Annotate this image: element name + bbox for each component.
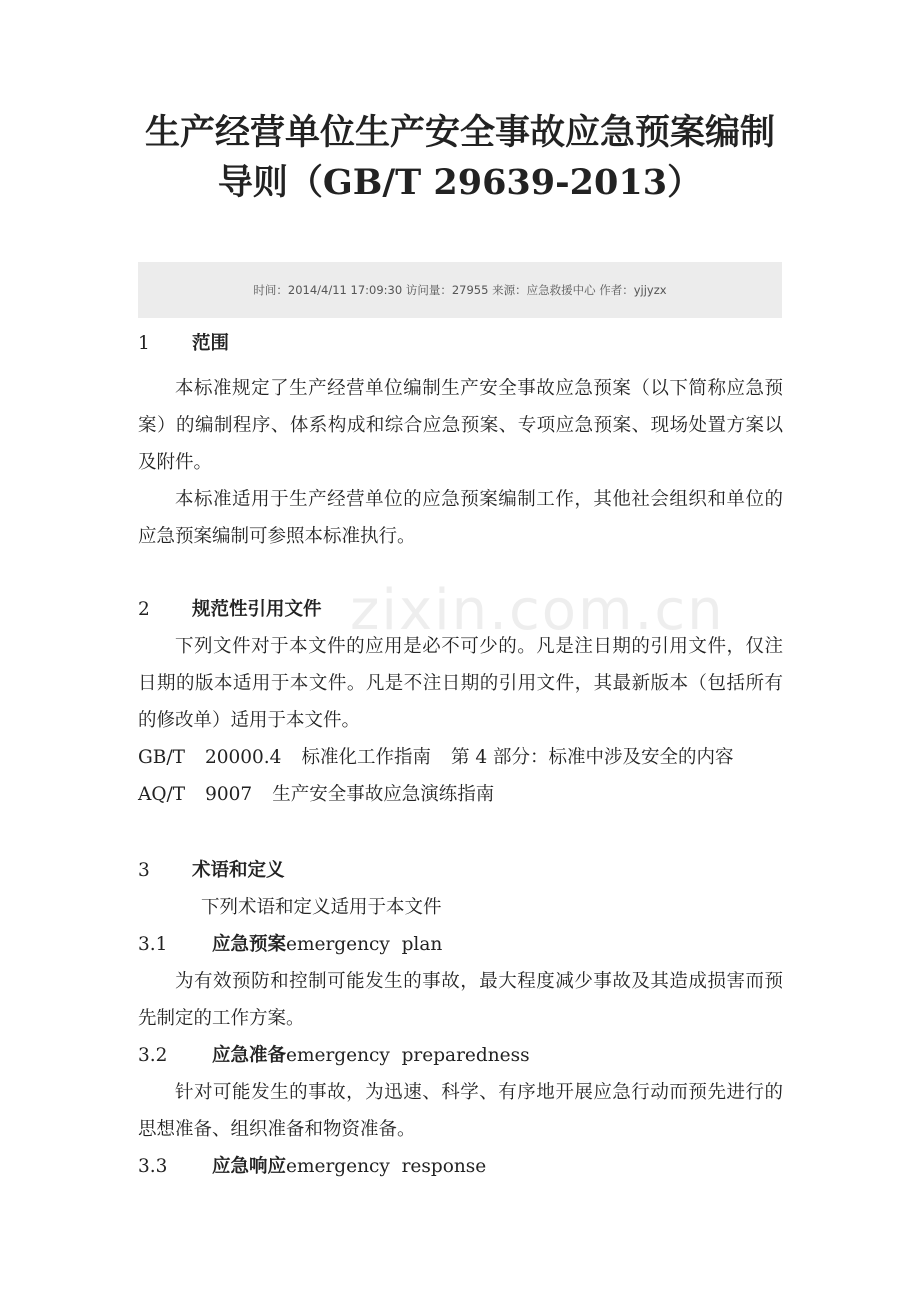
- section-title: 范围: [192, 333, 230, 354]
- ref-title: 生产安全事故应急演练指南: [272, 784, 495, 805]
- watermark: zixin.com.cn: [350, 578, 725, 643]
- section-number: 2: [138, 599, 150, 620]
- section-2-heading: [138, 591, 322, 628]
- term-3-2-definition: 针对可能发生的事故，为迅速、科学、有序地开展应急行动而预先进行的思想准备、组织准备和物资准备。: [138, 1082, 783, 1140]
- ref-title: 标准化工作指南: [301, 747, 431, 768]
- ref-number: 9007: [205, 784, 253, 805]
- term-cn: 应急准备: [212, 1045, 287, 1066]
- ref-number: 20000.4: [204, 747, 282, 768]
- term-number: 3.2: [138, 1045, 168, 1066]
- section-title: 规范性引用文件: [192, 599, 322, 620]
- reference-1: [138, 739, 788, 776]
- title-line-1: 生产经营单位生产安全事故应急预案编制: [144, 112, 775, 153]
- term-number: 3.1: [138, 934, 168, 955]
- document-title: [60, 108, 860, 208]
- title-line-2: 导则（GB/T 29639-2013）: [217, 162, 703, 203]
- term-en: emergency response: [286, 1156, 487, 1177]
- term-3-2-heading: [138, 1037, 530, 1074]
- ref-part: 第 4 部分：标准中涉及安全的内容: [450, 747, 734, 768]
- section-title: 术语和定义: [192, 860, 285, 881]
- section-1-heading: [138, 325, 229, 362]
- term-en: emergency preparedness: [286, 1045, 530, 1066]
- term-3-1-heading: [138, 926, 442, 963]
- section-3-intro: 下列术语和定义适用于本文件: [201, 897, 442, 918]
- section-number: 1: [138, 333, 150, 354]
- term-3-1-definition: 为有效预防和控制可能发生的事故，最大程度减少事故及其造成损害而预先制定的工作方案。: [138, 971, 783, 1029]
- section-1-paragraph-2: 本标准适用于生产经营单位的应急预案编制工作，其他社会组织和单位的应急预案编制可参照本标准执行。: [138, 489, 783, 547]
- section-number: 3: [138, 860, 150, 881]
- term-number: 3.3: [138, 1156, 168, 1177]
- term-cn: 应急预案: [212, 934, 287, 955]
- term-3-3-heading: [138, 1148, 486, 1185]
- term-cn: 应急响应: [212, 1156, 287, 1177]
- reference-2: [138, 776, 788, 813]
- ref-code: AQ/T: [138, 784, 186, 805]
- term-en: emergency plan: [286, 934, 443, 955]
- section-3-heading: [138, 852, 285, 889]
- ref-code: GB/T: [138, 747, 185, 768]
- section-2-paragraph-1: 下列文件对于本文件的应用是必不可少的。凡是注日期的引用文件，仅注日期的版本适用于本文件。凡是不注日期的引用文件，其最新版本（包括所有的修改单）适用于本文件。: [138, 636, 783, 731]
- section-1-paragraph-1: 本标准规定了生产经营单位编制生产安全事故应急预案（以下简称应急预案）的编制程序、体系构成和综合应急预案、专项应急预案、现场处置方案以及附件。: [138, 378, 783, 473]
- meta-info-bar: 时间：2014/4/11 17:09:30 访问量：27955 来源：应急救援中心 作者：yjjyzx: [138, 262, 782, 318]
